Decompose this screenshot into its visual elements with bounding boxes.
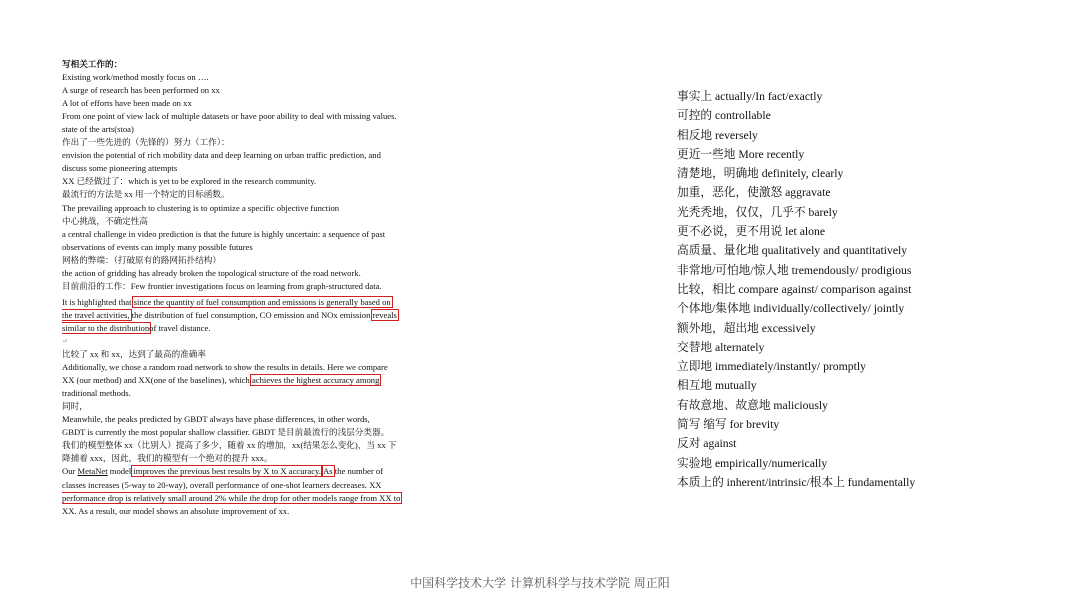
red-highlight-box: reveals [372,309,397,320]
vocab-item: 非常地/可怕地/惊人地 tremendously/ prodigious [677,263,912,277]
text-line: 中心挑战，不确定性高 [62,215,148,226]
highlight-paragraph-2 [62,374,472,387]
vocab-item: 比较，相比 compare against/ comparison against [677,282,912,296]
vocab-item: 反对 against [677,437,737,451]
red-highlight-box: improves the previous best results by X to X accuracy. [133,466,321,477]
vocab-item: 本质上的 inherent/intrinsic/根本上 fundamentally [677,475,916,489]
text-line: XX 已经做过了：which is yet to be explored in the research community. [62,176,317,187]
text-span: of travel distance. [149,322,211,333]
text-line: 最流行的方法是 xx 用一个特定的目标函数。 [62,189,230,200]
vocab-item: 清楚地，明确地 definitely, clearly [677,167,844,181]
right-column [677,87,977,492]
text-span: the number of [334,466,384,477]
red-highlight-box: performance drop is relatively small around 2% while the drop for other models range from XX to [62,492,401,503]
text-line: A surge of research has been performed on xx [62,85,220,96]
highlight-paragraph-3 [62,465,472,478]
vocab-item: 额外地，超出地 excessively [677,321,816,335]
highlight-paragraph-1-line2 [62,309,472,322]
vocab-item: 相互地 mutually [677,379,757,393]
text-line: classes increases (5-way to 20-way), overall performance of one-shot learners decreases. XX [62,479,382,490]
text-line: The prevailing approach to clustering is to optimize a specific objective function [62,202,340,213]
left-column [62,58,472,518]
vocab-item: 更不必说，更不用说 let alone [677,225,826,239]
text-span: It is highlighted that [62,296,132,307]
text-span: XX (our method) and XX(one of the baselines), which [62,375,250,386]
text-line: Additionally, we chose a random road network to show the results in details. Here we compare [62,362,388,373]
text-line: the action of gridding has already broken the topological structure of the road network. [62,267,361,278]
text-span: the distribution of fuel consumption, CO emission and NOx emission [131,309,371,320]
text-span: Our [62,466,76,477]
highlight-paragraph-3-line3 [62,492,472,505]
vocab-item: 有故意地、故意地 maliciously [677,398,828,412]
vocab-item: 相反地 reversely [677,128,758,142]
text-line: a central challenge in video prediction is that the future is highly uncertain: a sequence of past [62,228,386,239]
text-line: Meanwhile, the peaks predicted by GBDT always have phase differences, in other words, [62,414,370,425]
text-line: 我们的模型整体 xx（比别人）提高了多少，随着 xx 的增加，xx(结果怎么变化)，当 xx 下 [62,440,397,451]
vocab-item: 高质量、量化地 qualitatively and quantitatively [677,244,908,258]
footer-credit: 中国科学技术大学 计算机科学与技术学院 周正阳 [410,576,670,590]
highlight-paragraph-1-line3 [62,322,472,335]
text-line: 网格的弊端：（打破原有的路网拓扑结构） [62,254,221,265]
red-highlight-box: since the quantity of fuel consumption and emissions is generally based on [133,296,391,307]
text-line: 目前前沿的工作：Few frontier investigations focus on learning from graph-structured data. [62,280,382,291]
text-line: discuss some pioneering attempts [62,163,178,174]
vocab-item: 简写 缩写 for brevity [677,418,780,432]
text-line: 比较了 xx 和 xx，达到了最高的准确率 [62,349,206,360]
vocab-item: 可控的 controllable [677,109,771,123]
text-line: 作出了一些先进的（先锋的）努力（工作）： [62,137,230,148]
red-highlight-box: achieves the highest accuracy among [251,375,380,386]
text-line: traditional methods. [62,388,131,399]
text-line: envision the potential of rich mobility data and deep learning on urban traffic prediction, and [62,150,381,161]
vocab-item: 光秃秃地，仅仅，几乎不 barely [677,205,838,219]
vocab-item: 加重，恶化，使激怒 aggravate [677,186,831,200]
vocab-item: 个体地/集体地 individually/collectively/ jointly [677,302,905,316]
vocab-item: 实验地 empirically/numerically [677,456,828,470]
vocab-item: 更近一些地 More recently [677,147,805,161]
text-line: XX. As a result, our model shows an absolute improvement of xx. [62,505,290,516]
red-highlight-box: similar to the distribution [62,322,150,333]
vocab-item: 事实上 actually/In fact/exactly [677,90,823,103]
underlined-term: MetaNet [77,466,108,477]
text-line: From one point of view lack of multiple datasets or have poor ability to deal with missing values. [62,111,397,122]
paragraph-mark: ↵ [62,336,68,345]
text-line: observations of events can imply many possible futures [62,241,253,252]
text-span: model [109,466,132,477]
highlight-paragraph-1 [62,296,472,309]
vocab-item: 交替地 alternately [677,340,765,354]
text-line: 同时， [62,401,88,412]
vocab-item: 立即地 immediately/instantly/ promptly [677,360,866,374]
text-line: A lot of efforts have been made on xx [62,98,192,109]
text-line: state of the arts(stoa) [62,124,134,135]
text-line: GBDT is currently the most popular shallow classifier. GBDT 是目前最流行的浅层分类器。 [62,427,390,438]
section-title: 写相关工作的： [62,59,123,69]
text-line: 降捕着 xxx，因此，我们的模型有一个绝对的提升 xxx。 [62,453,273,464]
red-highlight-box: the travel activities, [62,309,130,320]
red-highlight-box: As [323,466,333,477]
text-line: Existing work/method mostly focus on …. [62,72,209,83]
